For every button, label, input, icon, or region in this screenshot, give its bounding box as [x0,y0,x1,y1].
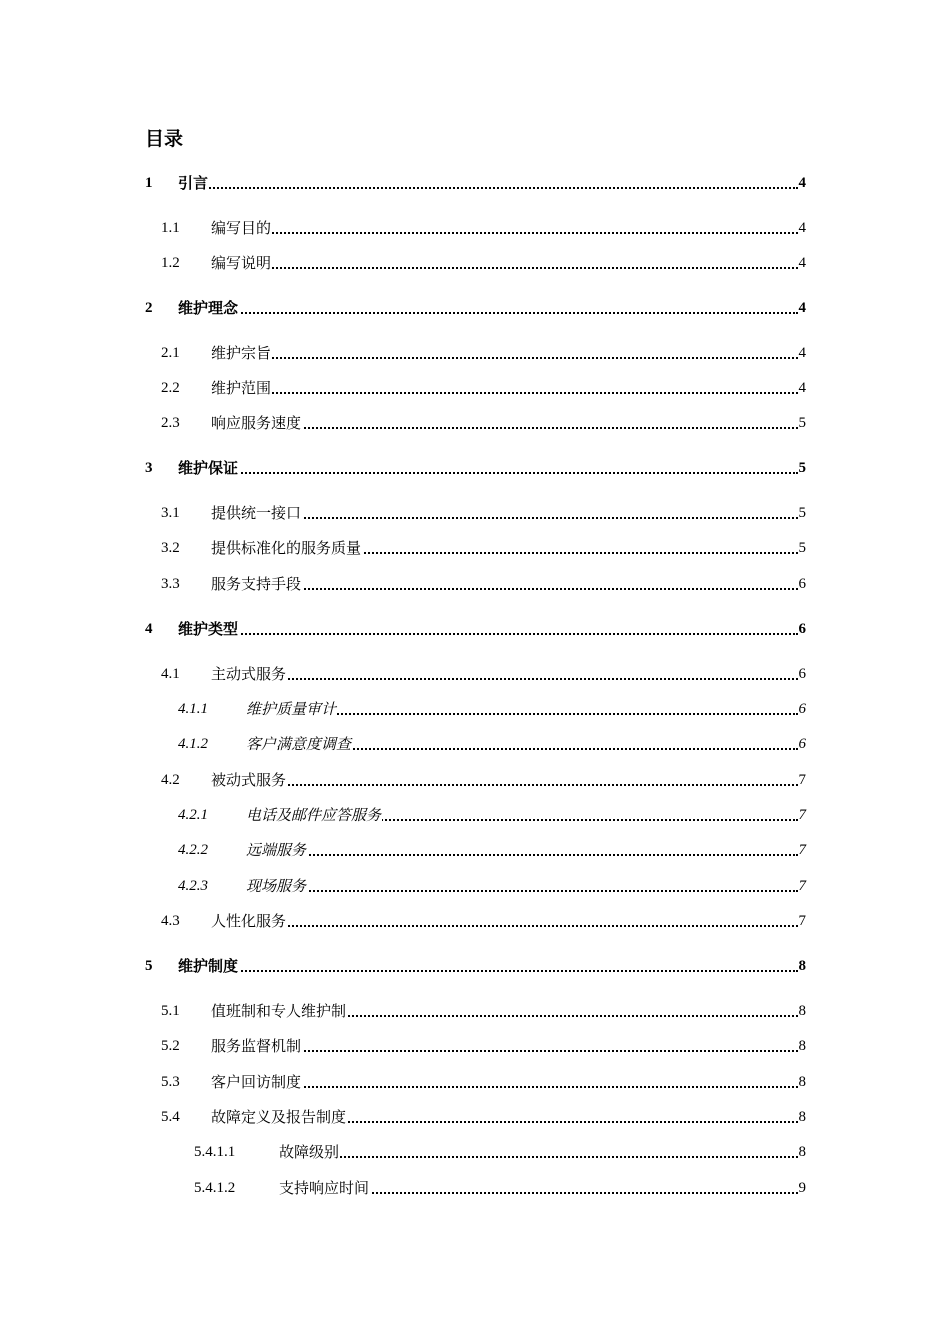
toc-entry-title: 维护范围 [211,379,272,397]
toc-entry-title: 维护制度 [178,957,239,975]
toc-entry-number: 2.3 [161,415,180,431]
toc-entry-page-number: 8 [798,1038,806,1054]
toc-entry-title: 维护宗旨 [211,344,272,362]
toc-entry-page-number: 6 [798,621,806,637]
toc-entry-number: 5.1 [161,1003,180,1019]
toc-entry-title: 远端服务 [246,841,307,859]
toc-dot-leader [211,925,798,927]
toc-entry[interactable] [0,617,950,641]
toc-entry-number: 1.1 [161,220,180,236]
toc-entry[interactable] [0,1070,950,1094]
toc-entry-number: 1.2 [161,255,180,271]
toc-entry-title: 提供标准化的服务质量 [211,539,362,557]
toc-entry-title: 引言 [178,174,209,192]
toc-entry[interactable] [0,954,950,978]
toc-entry-number: 4 [145,621,153,637]
toc-dot-leader [178,187,798,189]
toc-entry[interactable] [0,803,950,827]
toc-entry-title: 维护质量审计 [246,700,337,718]
toc-entry[interactable] [0,909,950,933]
toc-entry-title: 客户满意度调查 [246,735,352,753]
toc-entry-page-number: 8 [798,958,806,974]
toc-entry-page-number: 7 [798,807,806,823]
toc-entry[interactable] [0,536,950,560]
toc-entry-page-number: 9 [798,1180,806,1196]
toc-entry[interactable] [0,216,950,240]
toc-entry-page-number: 8 [798,1074,806,1090]
toc-entry-number: 4.2.1 [178,807,208,823]
toc-entry[interactable] [0,838,950,862]
toc-entry-page-number: 5 [798,460,806,476]
toc-entry-number: 5 [145,958,153,974]
toc-entry-number: 5.4.1.2 [194,1180,236,1196]
toc-entry-page-number: 8 [798,1109,806,1125]
toc-entry[interactable] [0,501,950,525]
toc-entry[interactable] [0,1034,950,1058]
toc-entry-number: 4.2.3 [178,878,208,894]
toc-entry-page-number: 7 [798,913,806,929]
toc-entry-page-number: 4 [798,220,806,236]
toc-entry[interactable] [0,171,950,195]
toc-entry-title: 服务监督机制 [211,1037,302,1055]
toc-entry-page-number: 6 [798,576,806,592]
toc-dot-leader [211,678,798,680]
toc-entry-title: 维护类型 [178,620,239,638]
toc-entry-number: 4.1.2 [178,736,208,752]
toc-dot-leader [211,392,798,394]
toc-dot-leader [178,970,798,972]
toc-entry-number: 5.2 [161,1038,180,1054]
toc-dot-leader [211,232,798,234]
toc-entry-page-number: 6 [798,701,806,717]
toc-entry-number: 3.1 [161,505,180,521]
toc-entry-page-number: 4 [798,300,806,316]
toc-entry[interactable] [0,456,950,480]
toc-entry-number: 2.2 [161,380,180,396]
toc-entry-title: 电话及邮件应答服务 [246,806,382,824]
toc-entry-number: 2.1 [161,345,180,361]
toc-entry-number: 4.3 [161,913,180,929]
toc-dot-leader [246,854,798,856]
toc-entry-number: 3 [145,460,153,476]
toc-entry[interactable] [0,1105,950,1129]
toc-entry-title: 支持响应时间 [279,1179,370,1197]
toc-entry[interactable] [0,572,950,596]
toc-entry-title: 主动式服务 [211,665,287,683]
toc-entry-page-number: 4 [798,255,806,271]
toc-entry-title: 故障定义及报告制度 [211,1108,347,1126]
toc-entry-page-number: 4 [798,345,806,361]
toc-entry[interactable] [0,376,950,400]
toc-entry-page-number: 8 [798,1144,806,1160]
toc-entry-title: 被动式服务 [211,771,287,789]
toc-entry-page-number: 7 [798,842,806,858]
toc-entry-number: 5.4.1.1 [194,1144,236,1160]
toc-dot-leader [279,1156,798,1158]
toc-entry-page-number: 8 [798,1003,806,1019]
toc-entry-page-number: 5 [798,415,806,431]
toc-entry[interactable] [0,999,950,1023]
toc-entry-number: 5.3 [161,1074,180,1090]
toc-entry-title: 维护理念 [178,299,239,317]
toc-entry-title: 提供统一接口 [211,504,302,522]
toc-entry-page-number: 7 [798,772,806,788]
toc-entry-page-number: 4 [798,175,806,191]
toc-entry-title: 客户回访制度 [211,1073,302,1091]
toc-entry-page-number: 5 [798,540,806,556]
toc-entry-number: 4.2 [161,772,180,788]
toc-entry-page-number: 4 [798,380,806,396]
toc-entry[interactable] [0,697,950,721]
toc-entry[interactable] [0,296,950,320]
toc-entry-page-number: 7 [798,878,806,894]
toc-entry-number: 4.1 [161,666,180,682]
toc-dot-leader [211,784,798,786]
toc-entry[interactable] [0,874,950,898]
toc-entry-number: 3.2 [161,540,180,556]
toc-entry-title: 响应服务速度 [211,414,302,432]
toc-dot-leader [178,312,798,314]
toc-entry[interactable] [0,251,950,275]
toc-entry-page-number: 6 [798,666,806,682]
toc-entry-title: 现场服务 [246,877,307,895]
toc-entry-number: 4.1.1 [178,701,208,717]
toc-entry-title: 编写目的 [211,219,272,237]
toc-dot-leader [211,267,798,269]
toc-entry[interactable] [0,732,950,756]
toc-entry-number: 5.4 [161,1109,180,1125]
toc-entry-title: 服务支持手段 [211,575,302,593]
toc-entry-page-number: 5 [798,505,806,521]
toc-entry-number: 3.3 [161,576,180,592]
toc-entry-title: 编写说明 [211,254,272,272]
toc-entry-number: 1 [145,175,153,191]
toc-entry[interactable] [0,341,950,365]
toc-dot-leader [211,357,798,359]
toc-heading: 目录 [145,128,184,150]
toc-entry[interactable] [0,1176,950,1200]
toc-entry[interactable] [0,1140,950,1164]
toc-entry-title: 人性化服务 [211,912,287,930]
toc-entry-page-number: 6 [798,736,806,752]
toc-entry-title: 故障级别 [279,1143,340,1161]
toc-dot-leader [178,633,798,635]
toc-entry-title: 维护保证 [178,459,239,477]
toc-entry-title: 值班制和专人维护制 [211,1002,347,1020]
toc-dot-leader [178,472,798,474]
toc-dot-leader [246,890,798,892]
toc-entry-number: 4.2.2 [178,842,208,858]
toc-entry[interactable] [0,768,950,792]
toc-entry-number: 2 [145,300,153,316]
toc-entry[interactable] [0,411,950,435]
toc-entry[interactable] [0,662,950,686]
